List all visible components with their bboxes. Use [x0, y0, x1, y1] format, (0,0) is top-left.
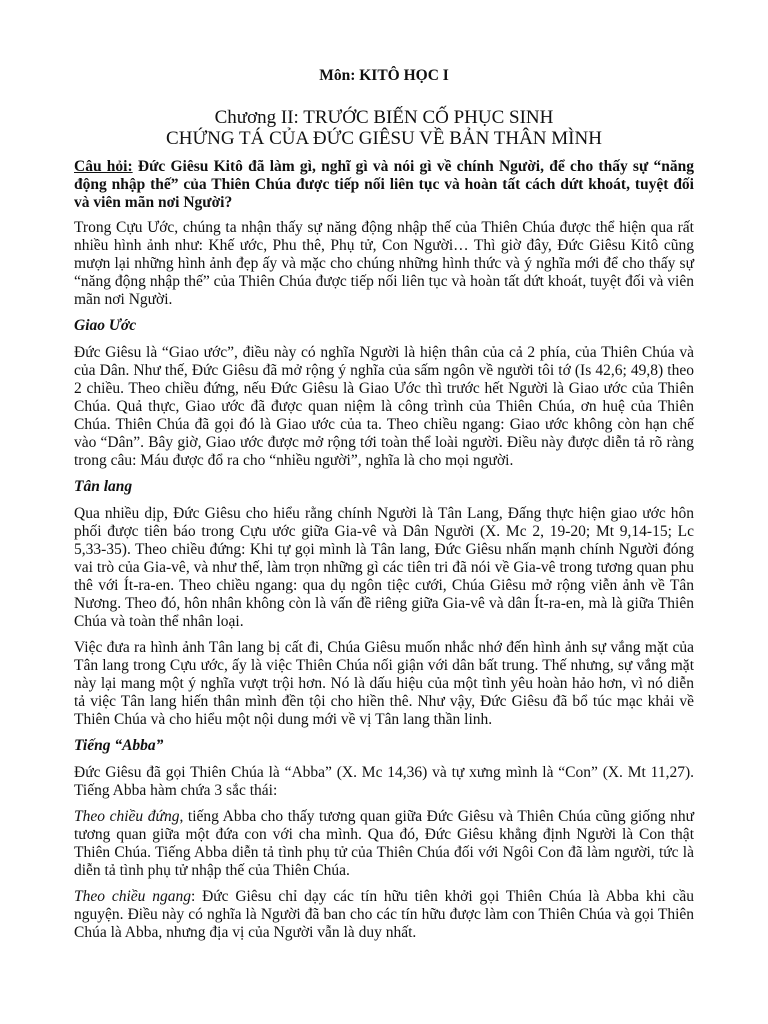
abba-paragraph-1: Đức Giêsu đã gọi Thiên Chúa là “Abba” (X. Mc 14,36) và tự xưng mình là “Con” (X. Mt 11,27). Tiếng Abba hàm chứa 3 sắc thái: [74, 764, 694, 799]
question-block [74, 158, 694, 212]
chapter-title-line-1: Chương II: TRƯỚC BIẾN CỐ PHỤC SINH [214, 107, 554, 128]
intro-paragraph: Trong Cựu Ước, chúng ta nhận thấy sự năng động nhập thế của Thiên Chúa được thể hiện qua rất nhiều hình ảnh như: Khế ước, Phu thê, Phụ tử, Con Người… Thì giờ đây, Đức Giêsu Kitô cũng mượn lại những hình ảnh đẹp ấy và mặc cho chúng những hình thức và ý nghĩa mới để cho thấy sự “năng động nhập thế” của Thiên Chúa được tiếp nối liên tục và hoàn tất dứt khoát, tuyệt đối và viên mãn nơi Người. [74, 219, 694, 308]
tan-lang-paragraph-2: Việc đưa ra hình ảnh Tân lang bị cất đi, Chúa Giêsu muốn nhắc nhớ đến hình ảnh sự vắng mặt của Tân lang trong Cựu ước, ấy là việc Thiên Chúa nối giận với dân bất trung. Thế nhưng, sự vắng mặt này lại mang một ý nghĩa vượt trội hơn. Nó là dấu hiệu của một tình yêu hoàn hảo hơn, vì nó diễn tả việc Tân lang hiến thân mình đền tội cho hiền thê. Như vậy, Đức Giêsu đã bổ túc mạc khải về Thiên Chúa và cho hiểu một nội dung mới về vị Tân lang thần linh. [74, 639, 694, 728]
section-heading-abba: Tiếng “Abba” [74, 737, 164, 754]
giao-uoc-paragraph: Đức Giêsu là “Giao ước”, điều này có nghĩa Người là hiện thân của cả 2 phía, của Thiên Chúa và của Dân. Như thế, Đức Giêsu đã mở rộng ý nghĩa của sấm ngôn về người tôi tớ (Is 42,6; 49,8) theo 2 chiều. Theo chiều đứng, nếu Đức Giêsu là Giao Ước thì trước hết Người là Giao ước của Thiên Chúa. Quả thực, Giao ước đã được quan niệm là công trình của Thiên Chúa, ơn huệ của Thiên Chúa. Thiên Chúa đã gọi đó là Giao ước của ta. Theo chiều ngang: Giao ước không còn hạn chế vào “Dân”. Bây giờ, Giao ước được mở rộng tới toàn thể loài người. Điều này được diễn tả rõ ràng trong câu: Máu được đổ ra cho “nhiều người”, nghĩa là cho mọi người. [74, 344, 694, 469]
chapter-title-line-2: CHỨNG TÁ CỦA ĐỨC GIÊSU VỀ BẢN THÂN MÌNH [166, 128, 602, 149]
abba-paragraph-2 [74, 808, 694, 880]
abba-paragraph-2-lead: Theo chiều đứng [74, 808, 180, 825]
abba-paragraph-3 [74, 888, 694, 942]
subject-title: Môn: KITÔ HỌC I [319, 67, 449, 84]
abba-paragraph-3-text: : Đức Giêsu chỉ dạy các tín hữu tiên khởi gọi Thiên Chúa là Abba khi cầu nguyện. Điều này có nghĩa là Người đã ban cho các tín hữu được làm con Thiên Chúa và gọi Thiên Chúa là Abba, nhưng địa vị của Người vẫn là duy nhất. [74, 888, 694, 941]
section-heading-giao-uoc: Giao Ước [74, 317, 137, 334]
abba-paragraph-3-lead: Theo chiều ngang [74, 888, 191, 905]
tan-lang-paragraph-1: Qua nhiều dịp, Đức Giêsu cho hiểu rằng chính Người là Tân Lang, Đấng thực hiện giao ước hôn phối được tiên báo trong Cựu ước giữa Gia-vê và Dân Người (X. Mc 2, 19-20; Mt 9,14-15; Lc 5,33-35). Theo chiều đứng: Khi tự gọi mình là Tân lang, Đức Giêsu nhấn mạnh chính Người đóng vai trò của Gia-vê, và như thế, làm trọn những gì các tiên tri đã nói về Gia-vê trong tương quan phu thê với Ít-ra-en. Theo chiều ngang: qua dụ ngôn tiệc cưới, Chúa Giêsu mở rộng viễn ảnh về Tân Nương. Theo đó, hôn nhân không còn là vấn đề riêng giữa Gia-vê và dân Ít-ra-en, mà là giữa Thiên Chúa và toàn thể nhân loại. [74, 505, 694, 630]
question-text: Đức Giêsu Kitô đã làm gì, nghĩ gì và nói gì về chính Người, để cho thấy sự “năng động nhập thế” của Thiên Chúa được tiếp nối liên tục và hoàn tất cách dứt khoát, tuyệt đối và viên mãn nơi Người? [74, 158, 694, 211]
abba-paragraph-2-text: , tiếng Abba cho thấy tương quan giữa Đức Giêsu và Thiên Chúa cũng giống như tương quan giữa một đứa con với cha mình. Qua đó, Đức Giêsu khẳng định Người là Con thật Thiên Chúa. Tiếng Abba diễn tả tình phụ tử của Thiên Chúa đối với Ngôi Con đã làm người, tức là diễn tả tình phụ tử nhập thế của Thiên Chúa. [74, 808, 694, 879]
chapter-title [74, 107, 694, 149]
document-page [74, 66, 694, 950]
question-label: Câu hỏi: [74, 158, 133, 175]
section-heading-tan-lang: Tân lang [74, 478, 133, 495]
